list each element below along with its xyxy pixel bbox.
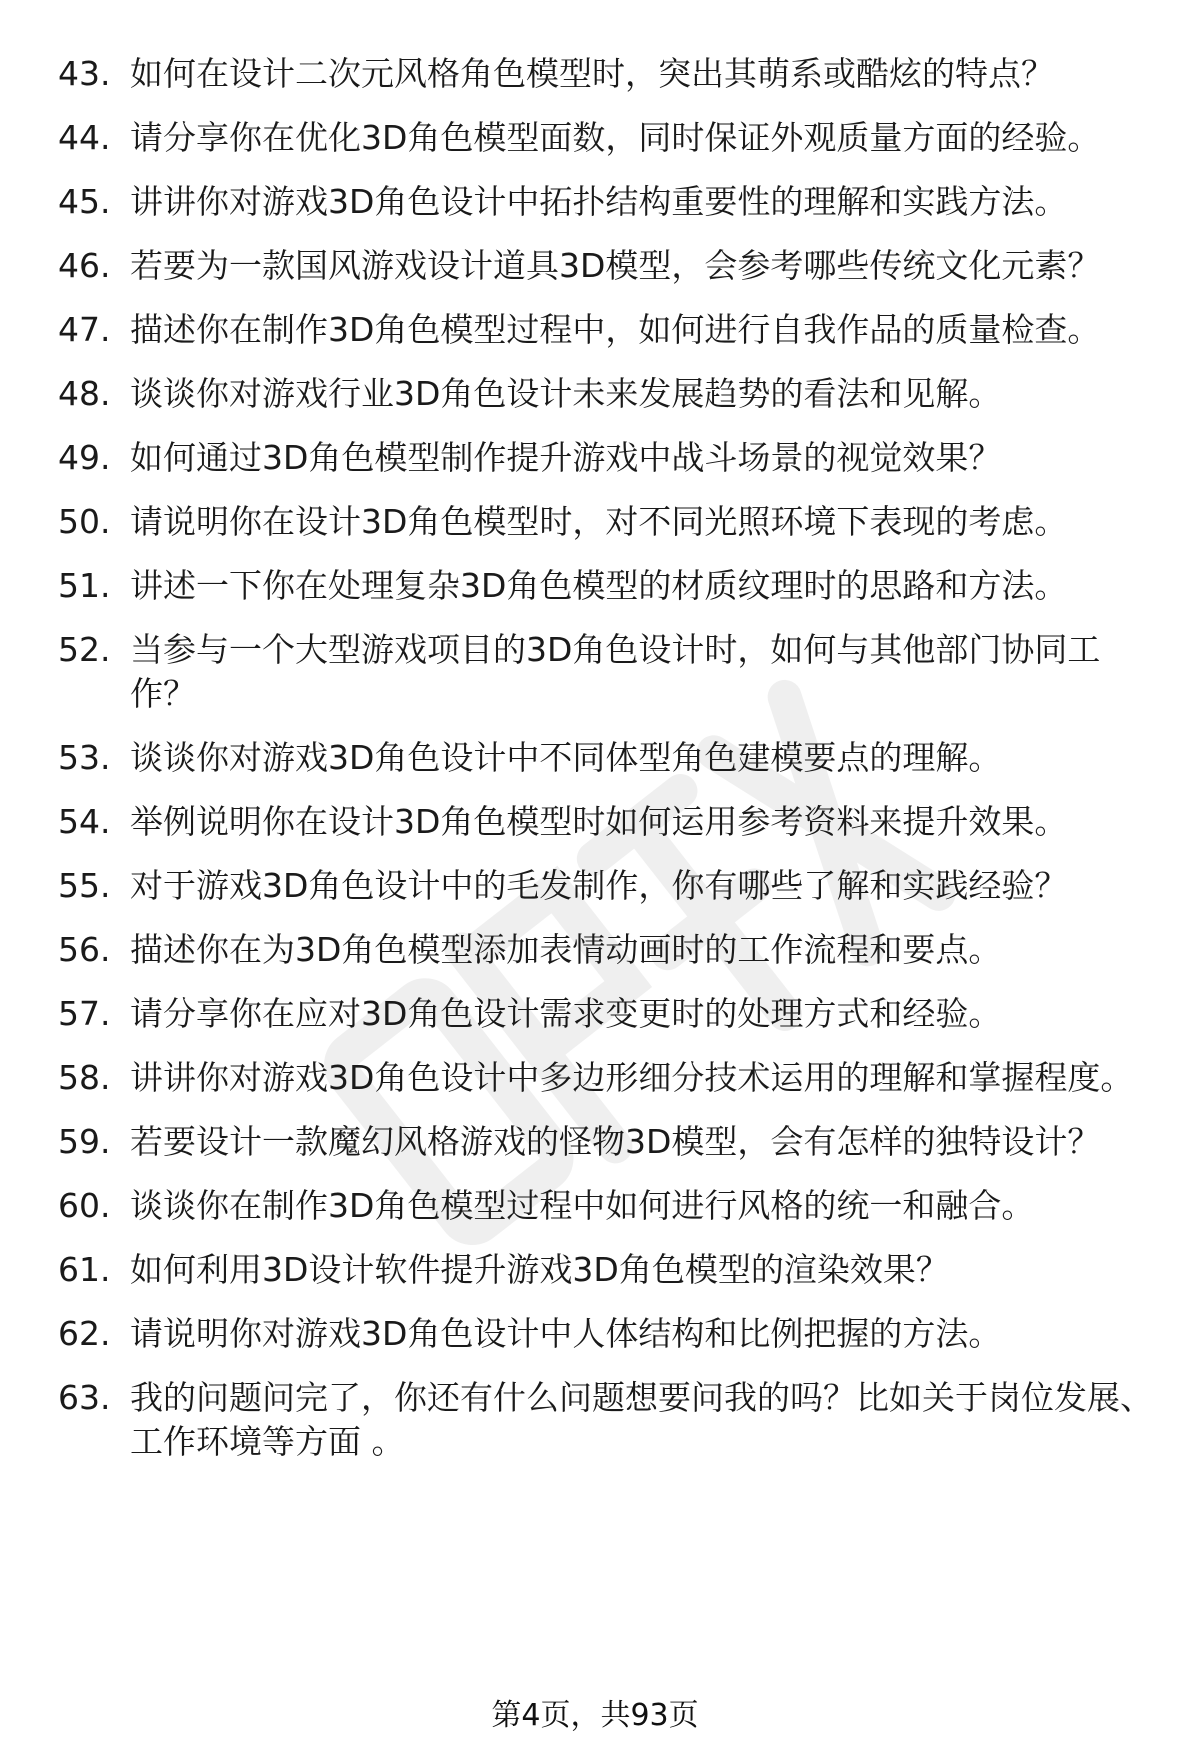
question-number: 43. [58,54,111,93]
question-number: 60. [58,1186,111,1225]
question-item [58,372,1158,416]
question-text: 描述你在制作3D角色模型过程中，如何进行自我作品的质量检查。 [130,310,1101,349]
question-number: 55. [58,866,111,905]
question-item [58,1312,1158,1356]
question-item [58,1248,1158,1292]
question-number: 48. [58,374,111,413]
question-text: 若要为一款国风游戏设计道具3D模型，会参考哪些传统文化元素？ [130,246,1101,285]
question-item [58,864,1158,908]
question-text: 谈谈你在制作3D角色模型过程中如何进行风格的统一和融合。 [130,1186,1035,1225]
question-number: 57. [58,994,111,1033]
question-item [58,1376,1158,1464]
question-item [58,180,1158,224]
question-text: 若要设计一款魔幻风格游戏的怪物3D模型，会有怎样的独特设计？ [130,1122,1101,1161]
question-text: 请分享你在应对3D角色设计需求变更时的处理方式和经验。 [130,994,1002,1033]
question-text: 如何在设计二次元风格角色模型时，突出其萌系或酷炫的特点？ [130,54,1054,93]
question-item [58,628,1158,716]
question-number: 58. [58,1058,111,1097]
question-item [58,308,1158,352]
question-item [58,1120,1158,1164]
question-number: 61. [58,1250,111,1289]
question-text: 当参与一个大型游戏项目的3D角色设计时，如何与其他部门协同工作？ [130,630,1101,713]
question-text: 讲讲你对游戏3D角色设计中拓扑结构重要性的理解和实践方法。 [130,182,1068,221]
question-number: 52. [58,630,111,669]
question-number: 44. [58,118,111,157]
question-text: 如何通过3D角色模型制作提升游戏中战斗场景的视觉效果？ [130,438,1002,477]
question-text: 谈谈你对游戏行业3D角色设计未来发展趋势的看法和见解。 [130,374,1002,413]
question-number: 59. [58,1122,111,1161]
question-item [58,436,1158,480]
question-number: 46. [58,246,111,285]
question-text: 请说明你对游戏3D角色设计中人体结构和比例把握的方法。 [130,1314,1002,1353]
question-number: 49. [58,438,111,477]
question-text: 讲述一下你在处理复杂3D角色模型的材质纹理时的思路和方法。 [130,566,1068,605]
question-number: 47. [58,310,111,349]
question-text: 请说明你在设计3D角色模型时，对不同光照环境下表现的考虑。 [130,502,1068,541]
question-item [58,52,1158,96]
question-number: 62. [58,1314,111,1353]
question-text: 我的问题问完了，你还有什么问题想要问我的吗？比如关于岗位发展、工作环境等方面 。 [130,1378,1153,1461]
question-number: 56. [58,930,111,969]
question-number: 50. [58,502,111,541]
question-number: 54. [58,802,111,841]
question-item [58,800,1158,844]
question-text: 讲讲你对游戏3D角色设计中多边形细分技术运用的理解和掌握程度。 [130,1058,1134,1097]
question-text: 对于游戏3D角色设计中的毛发制作，你有哪些了解和实践经验？ [130,866,1068,905]
question-list [58,52,1158,1484]
page-footer: 第4页，共93页 [491,1698,699,1733]
question-item [58,1184,1158,1228]
question-item [58,992,1158,1036]
question-item [58,1056,1158,1100]
question-item [58,564,1158,608]
question-text: 谈谈你对游戏3D角色设计中不同体型角色建模要点的理解。 [130,738,1002,777]
question-item [58,116,1158,160]
question-item [58,500,1158,544]
question-number: 45. [58,182,111,221]
question-number: 63. [58,1378,111,1417]
question-item [58,244,1158,288]
question-text: 如何利用3D设计软件提升游戏3D角色模型的渲染效果？ [130,1250,949,1289]
question-number: 51. [58,566,111,605]
question-text: 描述你在为3D角色模型添加表情动画时的工作流程和要点。 [130,930,1002,969]
question-text: 请分享你在优化3D角色模型面数，同时保证外观质量方面的经验。 [130,118,1101,157]
question-text: 举例说明你在设计3D角色模型时如何运用参考资料来提升效果。 [130,802,1068,841]
question-item [58,928,1158,972]
question-item [58,736,1158,780]
question-number: 53. [58,738,111,777]
